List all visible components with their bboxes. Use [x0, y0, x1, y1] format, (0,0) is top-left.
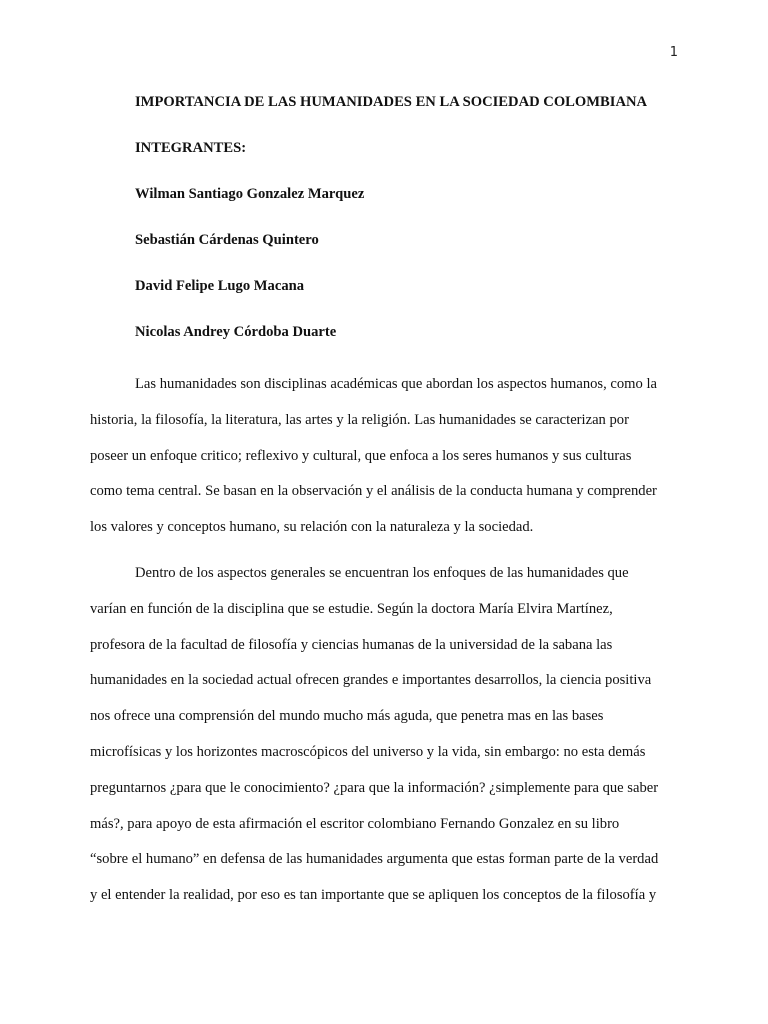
paragraph-line: Las humanidades son disciplinas académicas que abordan los aspectos humanos, como la	[135, 376, 657, 392]
member-name: Sebastián Cárdenas Quintero	[135, 232, 319, 248]
paragraph-line: como tema central. Se basan en la observación y el análisis de la conducta humana y comprender	[90, 483, 657, 500]
paragraph-line: Dentro de los aspectos generales se encuentran los enfoques de las humanidades que	[135, 564, 629, 581]
member-name: Wilman Santiago Gonzalez Marquez	[135, 186, 365, 202]
paragraph-line: y el entender la realidad, por eso es tan importante que se apliquen los conceptos de la filosofía y	[90, 887, 657, 904]
paragraph-line: humanidades en la sociedad actual ofrecen grandes e importantes desarrollos, la ciencia positiva	[90, 672, 652, 689]
paragraph-line: historia, la filosofía, la literatura, las artes y la religión. Las humanidades se caracterizan por	[90, 411, 629, 428]
paragraph-line: varían en función de la disciplina que se estudie. Según la doctora María Elvira Martínez,	[90, 600, 613, 617]
members-heading: INTEGRANTES:	[135, 140, 247, 156]
document-body	[90, 91, 680, 924]
paragraph-line: microfísicas y los horizontes macroscópicos del universo y la vida, sin embargo: no esta demás	[90, 743, 646, 760]
body-paragraph-2	[90, 556, 680, 914]
page-number: 1	[669, 45, 678, 60]
paragraph-line: nos ofrece una comprensión del mundo mucho más aguda, que penetra mas en las bases	[90, 708, 604, 725]
paragraph-line: profesora de la facultad de filosofía y ciencias humanas de la universidad de la sabana las	[90, 636, 613, 653]
document-title: IMPORTANCIA DE LAS HUMANIDADES EN LA SOCIEDAD COLOMBIANA	[135, 94, 648, 110]
paragraph-line: más?, para apoyo de esta afirmación el escritor colombiano Fernando Gonzalez en su libro	[90, 815, 620, 832]
member-name: David Felipe Lugo Macana	[135, 278, 305, 294]
paragraph-line: “sobre el humano” en defensa de las humanidades argumenta que estas forman parte de la verdad	[90, 851, 659, 868]
paragraph-line: poseer un enfoque critico; reflexivo y cultural, que enfoca a los seres humanos y sus culturas	[90, 447, 632, 464]
body-paragraph-1	[90, 367, 680, 546]
member-name: Nicolas Andrey Córdoba Duarte	[135, 324, 337, 340]
paragraph-line: los valores y conceptos humano, su relación con la naturaleza y la sociedad.	[90, 519, 534, 536]
paragraph-line: preguntarnos ¿para que le conocimiento? ¿para que la información? ¿simplemente para que saber	[90, 779, 659, 796]
